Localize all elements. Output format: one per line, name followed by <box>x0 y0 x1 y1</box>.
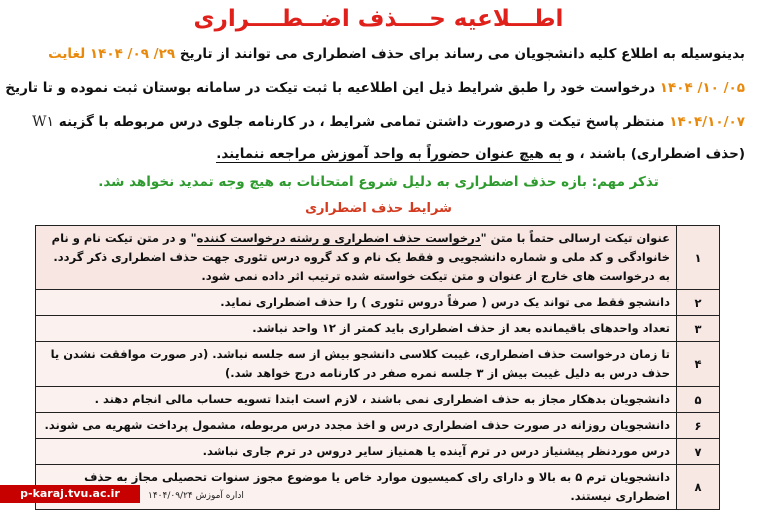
end-date: ۰۵/ ۱۰/ ۱۴۰۴ <box>659 80 745 96</box>
row-number: ۸ <box>677 465 720 510</box>
table-row <box>36 413 720 439</box>
paragraph-line-4-text: (حذف اضطراری) باشند ، و <box>566 146 745 162</box>
grade-code: W۱ <box>32 114 55 130</box>
condition-text: دانشجو فقط می تواند یک درس ( صرفاً دروس تئوری ) را حذف اضطراری نماید. <box>36 290 677 316</box>
condition-text: دانشجویان روزانه در صورت حذف اضطراری درس و اخذ مجدد درس مربوطه، مشمول پرداخت شهریه می شوند. <box>36 413 677 439</box>
ticket-title-highlight: درخواست حذف اضطراری و رشته درخواست کننده <box>196 231 481 245</box>
row-number: ۶ <box>677 413 720 439</box>
conditions-title: شرایط حذف اضطراری <box>305 201 452 216</box>
condition-text: درس موردنظر پیشنیاز درس در ترم آینده یا همنیاز سایر دروس در ترم جاری نباشد. <box>36 439 677 465</box>
condition-text: دانشجویان بدهکار مجاز به حذف اضطراری نمی باشند ، لازم است ابتدا تسویه حساب مالی انجام دهند . <box>36 387 677 413</box>
paragraph-line-2-text: درخواست خود را طبق شرایط ذیل این اطلاعیه با ثبت تیکت در سامانه بوستان ثبت نموده و تا تاریخ <box>5 80 656 96</box>
paragraph-line-1-text: بدینوسیله به اطلاع کلیه دانشجویان می رساند برای حذف اضطراری می توانند از تاریخ <box>179 46 745 62</box>
table-row <box>36 387 720 413</box>
issuer-note: اداره آموزش ۱۴۰۴/۰۹/۲۴ <box>148 491 244 501</box>
row-number: ۷ <box>677 439 720 465</box>
site-watermark-link[interactable]: p-karaj.tvu.ac.ir <box>0 485 140 503</box>
condition-text: تعداد واحدهای باقیمانده بعد از حذف اضطراری باید کمتر از ۱۲ واحد نباشد. <box>36 316 677 342</box>
paragraph-line-2 <box>5 77 745 99</box>
important-notice: تذکر مهم: بازه حذف اضطراری به دلیل شروع امتحانات به هیچ وجه تمدید نخواهد شد. <box>98 174 659 190</box>
table-row <box>36 226 720 290</box>
paragraph-line-3 <box>10 111 745 133</box>
table-row <box>36 316 720 342</box>
condition-text: عنوان تیکت ارسالی حتماً با متن "درخواست حذف اضطراری و رشته درخواست کننده" و در متن تیکت نام و نام خانوادگی و کد ملی و شماره دانشجویی و فقط یک نام و کد گروه درس تئوری جهت حذف اضطراری ذکر گردد. به درخواست های خارج از عنوان و متن تیکت خواسته شده ترتیب اثر داده نمی شود. <box>36 226 677 290</box>
table-row <box>36 439 720 465</box>
table-row <box>36 342 720 387</box>
table-row <box>36 290 720 316</box>
paragraph-line-4 <box>10 143 745 165</box>
paragraph-underlined: به هیچ عنوان حضوراً به واحد آموزش مراجعه ننمایند. <box>216 146 562 162</box>
page-title: اطـــلاعیه حــــذف اضــطــــراری <box>193 6 564 32</box>
conditions-table <box>35 225 720 510</box>
row-number: ۲ <box>677 290 720 316</box>
paragraph-line-3-text: منتظر پاسخ تیکت و درصورت داشتن تمامی شرایط ، در کارنامه جلوی درس مربوطه با گزینه <box>58 114 665 130</box>
condition-text: دانشجویان ترم ۵ به بالا و دارای رای کمیسیون موارد خاص یا موضوع مجوز سنوات تحصیلی مجاز به حذف اضطراری نیستند. <box>36 465 677 510</box>
row-number: ۱ <box>677 226 720 290</box>
row-number: ۵ <box>677 387 720 413</box>
row-number: ۴ <box>677 342 720 387</box>
response-date: ۱۴۰۴/۱۰/۰۷ <box>669 114 745 130</box>
paragraph-line-1 <box>10 43 745 65</box>
start-date: ۲۹/ ۰۹/ ۱۴۰۴ لغایت <box>48 46 176 62</box>
condition-text: تا زمان درخواست حذف اضطراری، غیبت کلاسی دانشجو بیش از سه جلسه نباشد. (در صورت موافقت نشدن یا حذف درس به دلیل غیبت بیش از ۳ جلسه نمره صفر در کارنامه درج خواهد شد.) <box>36 342 677 387</box>
row-number: ۳ <box>677 316 720 342</box>
